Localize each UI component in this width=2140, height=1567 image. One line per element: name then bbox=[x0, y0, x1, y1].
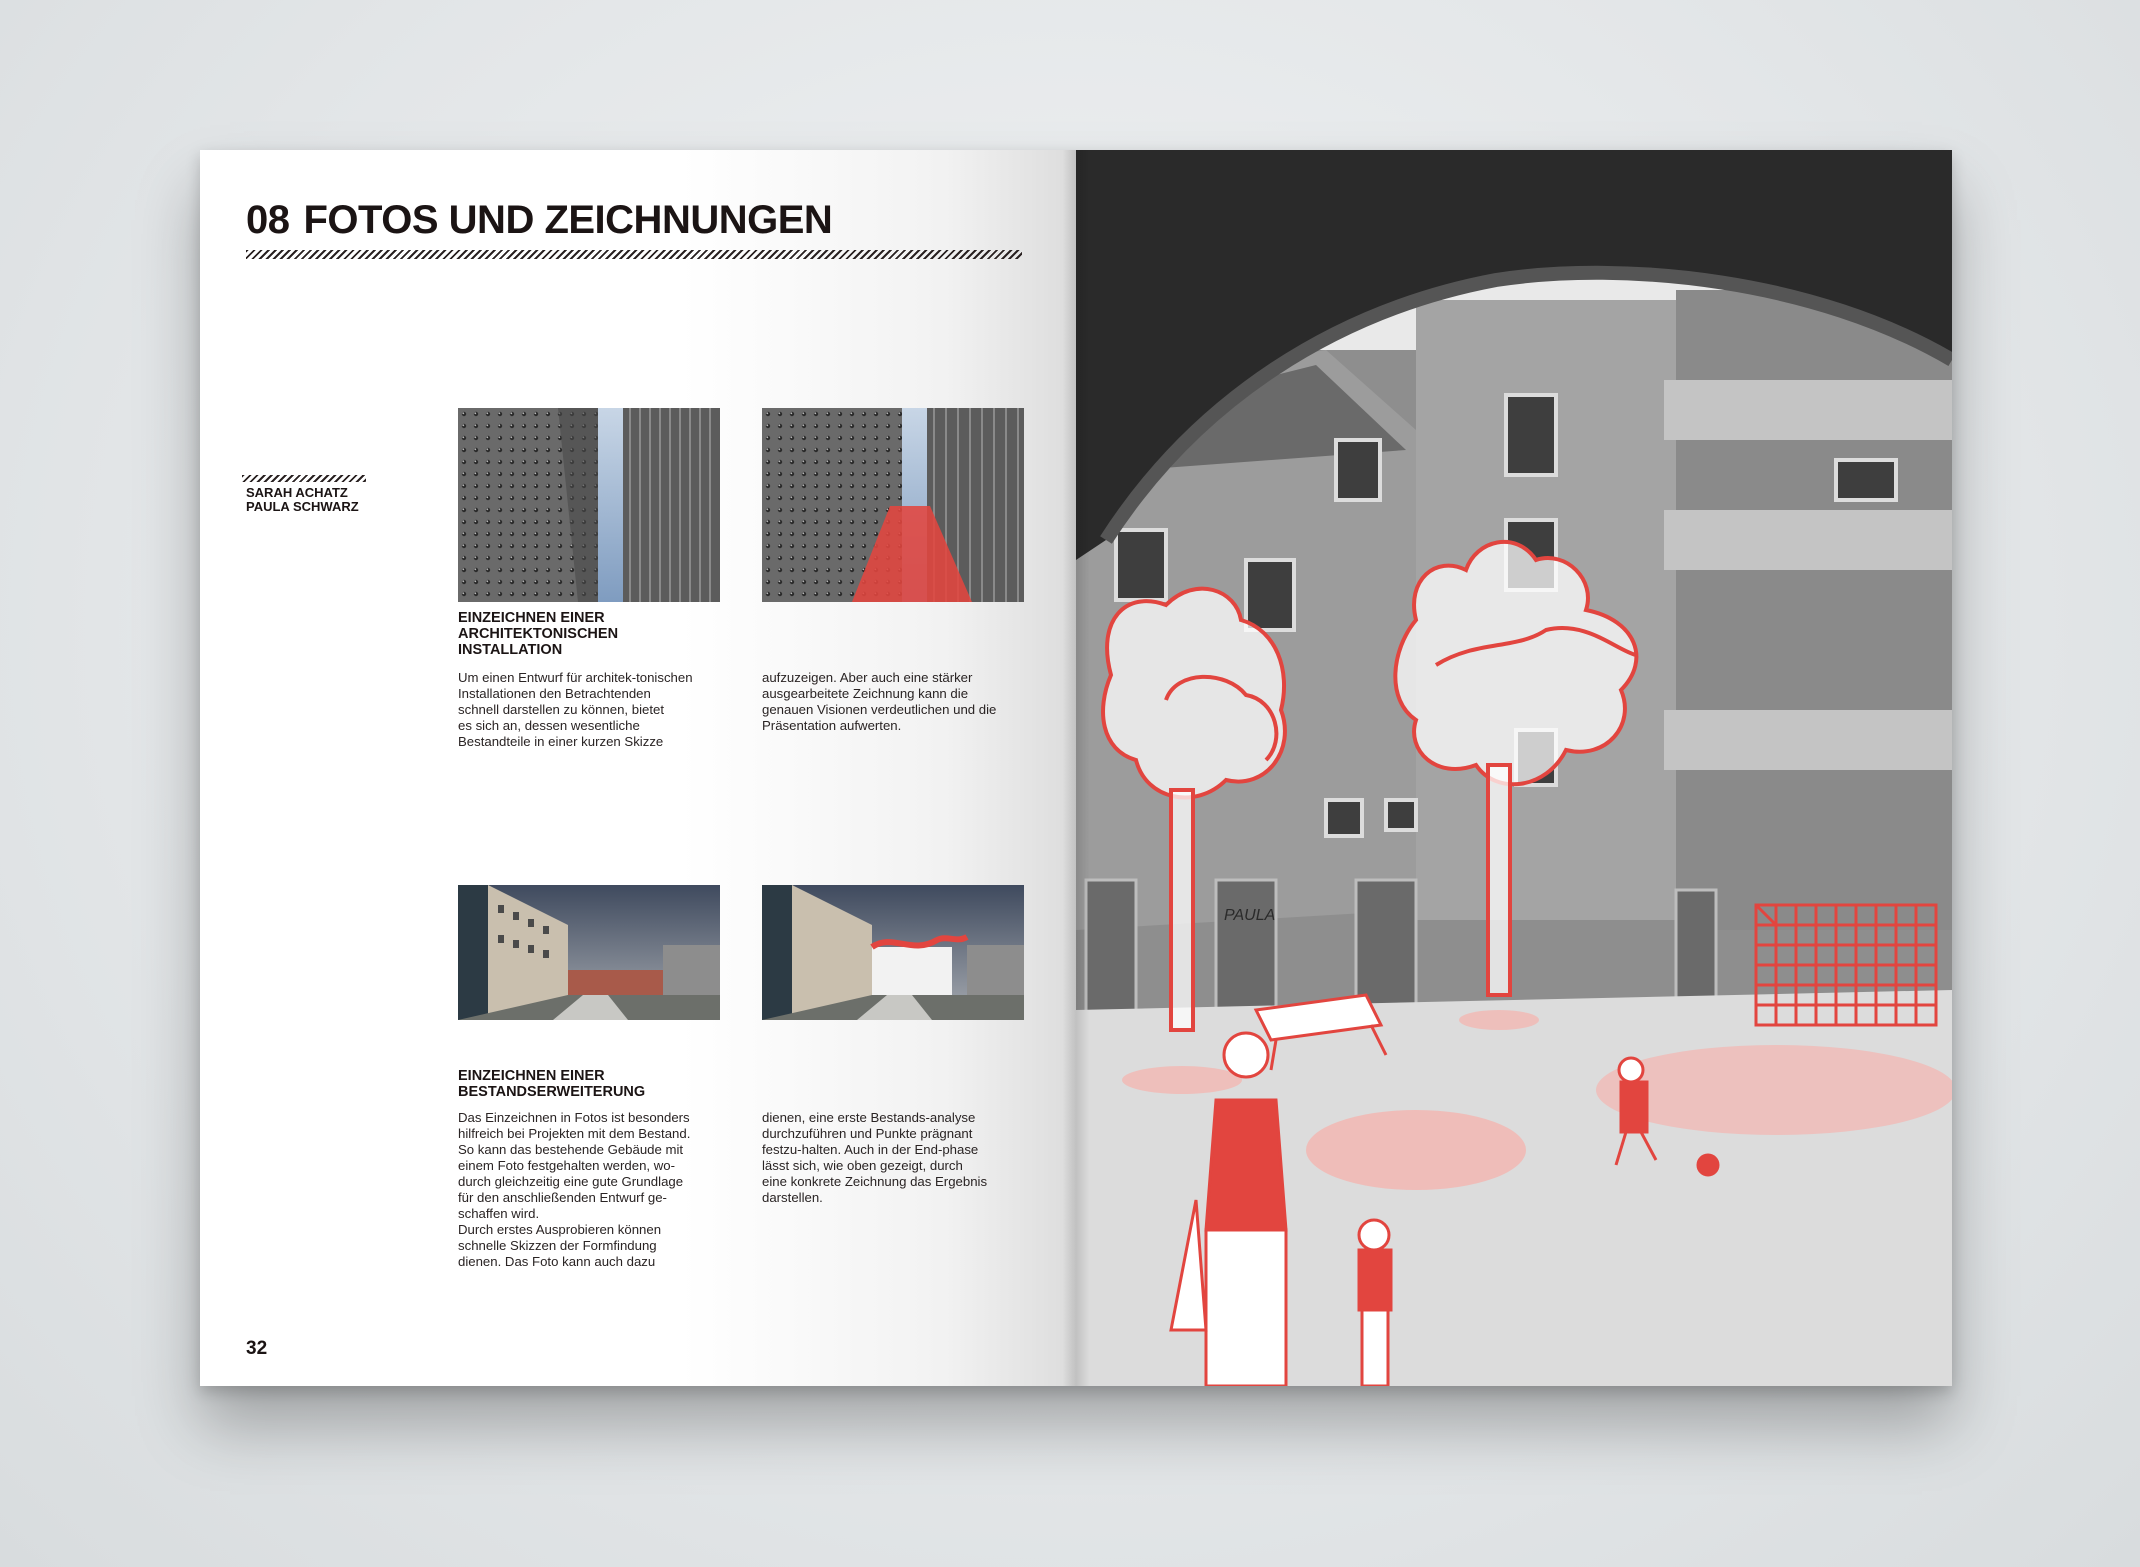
author-name: SARAH ACHATZ bbox=[246, 485, 348, 500]
graffiti-text: PAULA bbox=[1224, 907, 1276, 924]
photo-installation-drawn bbox=[762, 408, 1024, 602]
spine-gutter bbox=[1062, 150, 1090, 1386]
figure-child bbox=[1359, 1220, 1391, 1386]
chapter-title-text: FOTOS UND ZEICHNUNGEN bbox=[303, 198, 833, 242]
photo-extension-drawn bbox=[762, 885, 1024, 1020]
author-name: PAULA SCHWARZ bbox=[246, 499, 359, 514]
page-number: 32 bbox=[246, 1338, 268, 1359]
section-text-extension-col2: dienen, eine erste Bestands-analyse durchzuführen und Punkte prägnant festzu-halten. Auch in der End-phase lässt sich, wie oben gezeigt, durch eine konkrete Zeichnung das Ergebnis darstellen. bbox=[762, 1110, 988, 1205]
courtyard-illustration bbox=[1076, 150, 1952, 1386]
author-hatch-divider bbox=[242, 475, 366, 482]
chapter-number: 08 bbox=[246, 198, 290, 242]
section-heading-installation: EINZEICHNEN EINER ARCHITEKTONISCHEN INSTALLATION bbox=[458, 610, 619, 658]
photo-installation-original bbox=[458, 408, 720, 602]
section-text-installation-col2: aufzuzeigen. Aber auch eine stärker ausgearbeitete Zeichnung kann die genauen Visionen verdeutlichen und die Präsentation aufwerten. bbox=[762, 670, 997, 733]
author-list bbox=[246, 486, 359, 514]
left-page bbox=[200, 150, 1076, 1386]
right-page-illustration bbox=[1076, 150, 1952, 1386]
section-text-installation-col1: Um einen Entwurf für architek-tonischen Installationen den Betrachtenden schnell darstellen zu können, bietet es sich an, dessen wesentliche Bestandteile in einer kurzen Skizze bbox=[458, 670, 693, 749]
section-text-extension-col1: Das Einzeichnen in Fotos ist besonders hilfreich bei Projekten mit dem Bestand. So kann das bestehende Gebäude mit einem Foto festgehalten werden, wo- durch gleichzeitig eine gute Grundlage für den anschließenden Entwurf ge- schaffen wird. Durch erstes Ausprobieren können schnelle Skizzen der Formfindung dienen. Das Foto kann auch dazu bbox=[458, 1110, 691, 1269]
photo-extension-original bbox=[458, 885, 720, 1020]
section-heading-extension: EINZEICHNEN EINER BESTANDSERWEITERUNG bbox=[458, 1068, 646, 1100]
title-hatch-divider bbox=[246, 250, 1022, 259]
chapter-title bbox=[246, 198, 832, 243]
